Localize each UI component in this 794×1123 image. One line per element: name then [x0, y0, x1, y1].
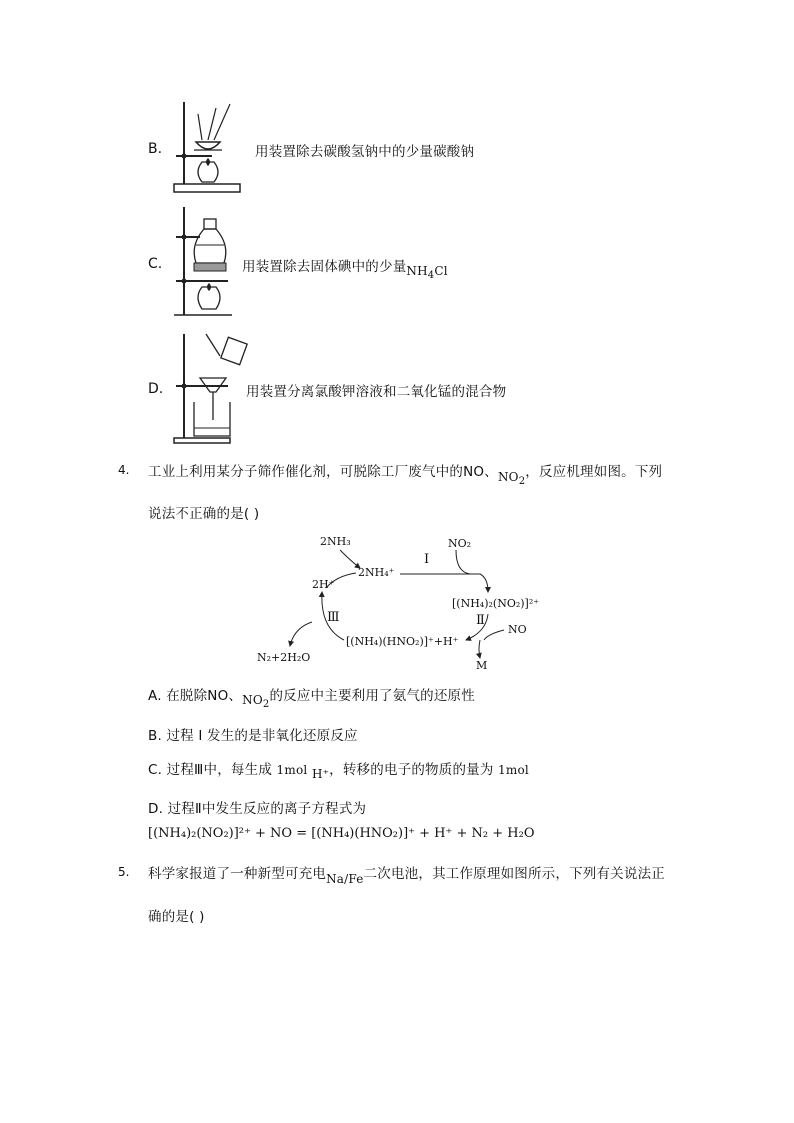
- q3-option-d-text: 用装置分离氯酸钾溶液和二氧化锰的混合物: [246, 384, 507, 400]
- mech-complex-1: [(NH₄)₂(NO₂)]²⁺: [452, 597, 540, 610]
- mech-step-2: Ⅱ: [476, 613, 485, 628]
- q4-stem-part-a: 工业上利用某分子筛作催化剂，可脱除工厂废气中的NO、: [148, 464, 498, 480]
- q5-stem-text: 确的是: [148, 909, 190, 925]
- q4-option-d-text: 过程Ⅱ中发生反应的离子方程式为: [167, 801, 367, 817]
- q4-option-a: [148, 684, 475, 710]
- q4-option-a-pre: 在脱除NO、: [166, 688, 243, 704]
- q3-option-b-text: 用装置除去碳酸氢钠中的少量碳酸钠: [255, 144, 475, 160]
- q4-option-c-unit: 1mol: [276, 763, 308, 777]
- q4-stem-no2-main: NO: [497, 470, 519, 484]
- q5-number: 5.: [118, 865, 130, 879]
- q4-stem-text: 说法不正确的是: [148, 506, 244, 522]
- mech-product: N₂+2H₂O: [257, 651, 311, 664]
- q4-option-c: [148, 758, 529, 781]
- q4-option-a-post: 的反应中主要利用了氨气的还原性: [269, 688, 475, 704]
- q4-option-c-pre: 过程Ⅲ中，每生成: [166, 762, 273, 778]
- q3-option-c-formula-tail: Cl: [434, 264, 448, 278]
- mech-2nh4: 2NH₄⁺: [358, 566, 395, 579]
- q4-option-d-letter: D.: [148, 801, 164, 817]
- q4-option-d-equation: [(NH₄)₂(NO₂)]²⁺ + NO = [(NH₄)(HNO₂)]⁺ + H⁺ + N₂ + H₂O: [148, 826, 535, 841]
- q3-option-d-letter: D.: [148, 381, 164, 397]
- q4-option-a-formula-sub: 2: [262, 699, 270, 710]
- q4-option-a-formula-main: NO: [242, 693, 263, 707]
- q5-stem-part-a: 科学家报道了一种新型可充电: [148, 866, 327, 882]
- q5-stem-part-b: 二次电池，其工作原理如图所示，下列有关说法正: [363, 866, 665, 882]
- q4-option-c-letter: C.: [148, 762, 163, 778]
- q4-option-d: [148, 797, 366, 817]
- q4-number: 4.: [118, 463, 130, 477]
- mech-step-3: Ⅲ: [327, 610, 340, 625]
- q3-option-c-formula-sub: 4: [427, 270, 435, 281]
- q4-option-b-text: 过程 I 发生的是非氧化还原反应: [166, 728, 358, 744]
- mech-2nh3: 2NH₃: [320, 535, 351, 548]
- q4-option-c-unit2: 1mol: [498, 763, 529, 777]
- q5-stem-formula: Na/Fe: [326, 872, 364, 886]
- mech-m: M: [476, 659, 488, 672]
- q4-option-c-ion: H⁺: [311, 767, 330, 781]
- q4-answer-paren: ( ): [243, 506, 260, 522]
- mech-no2: NO₂: [448, 537, 472, 550]
- mech-complex-2: [(NH₄)(HNO₂)]⁺+H⁺: [346, 635, 459, 648]
- q5-answer-paren: ( ): [189, 909, 205, 925]
- q5-stem-line1: [148, 862, 665, 886]
- q3-option-c-letter: C.: [148, 256, 163, 272]
- q5-stem-line2: [148, 905, 205, 925]
- mech-step-1: I: [424, 552, 430, 567]
- mech-no: NO: [508, 623, 527, 636]
- q4-option-c-post: ，转移的电子的物质的量为: [329, 762, 494, 778]
- q3-option-b-letter: B.: [148, 141, 163, 157]
- mech-2h: 2H⁺: [312, 578, 335, 591]
- q4-option-a-letter: A.: [148, 688, 162, 704]
- q4-stem-no2-sub: 2: [518, 476, 526, 487]
- q3-option-c-label: 用装置除去固体碘中的少量: [242, 259, 407, 275]
- q4-option-b: [148, 724, 358, 744]
- q4-stem-part-b: ，反应机理如图。下列: [525, 464, 663, 480]
- q4-option-b-letter: B.: [148, 728, 162, 744]
- q3-option-c-formula-main: NH: [406, 264, 428, 278]
